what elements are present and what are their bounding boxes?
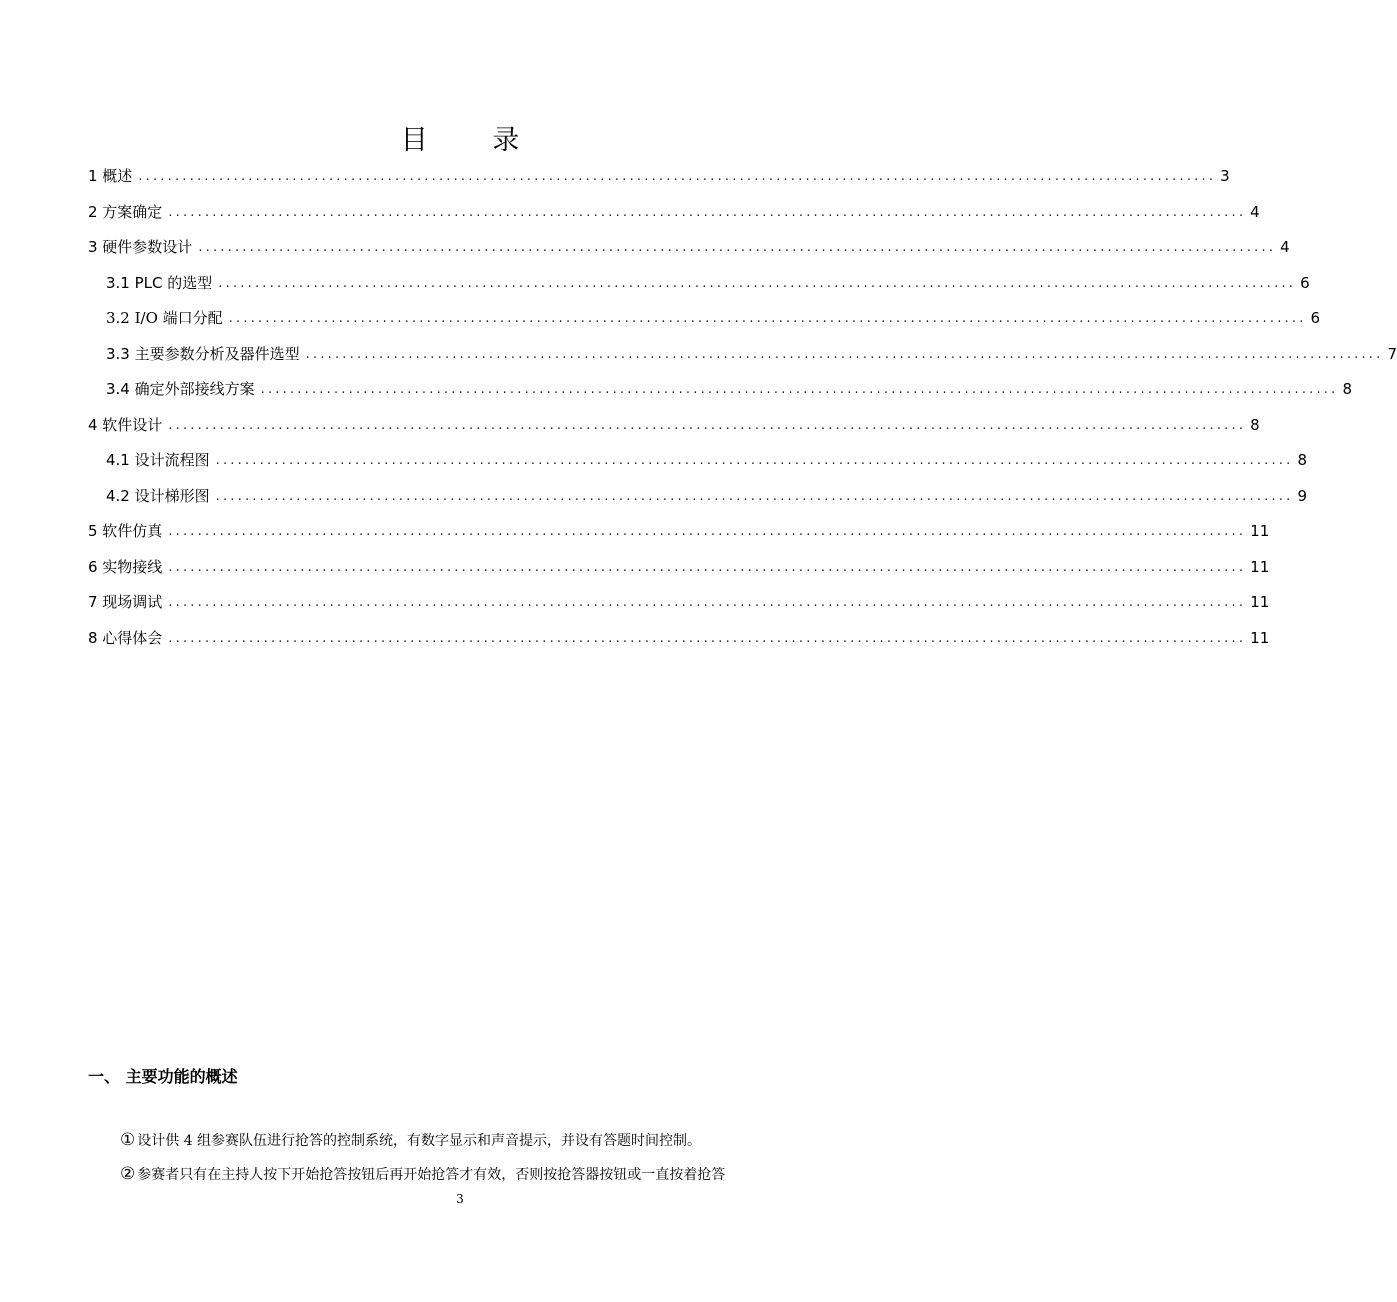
list-item: [120, 1130, 840, 1151]
toc-entry-page: 7: [1387, 344, 1397, 363]
toc-dot-leader: ...................................................................................................................................................: [168, 595, 1247, 610]
toc-entry-label: 3.4 确定外部接线方案: [106, 380, 255, 398]
toc-title: 目 录: [400, 125, 548, 156]
toc-dot-leader: ...................................................................................................................................................: [168, 524, 1247, 539]
list-item: [120, 1164, 840, 1185]
toc-entry[interactable]: [106, 269, 1310, 293]
toc-entry-page: 4: [1280, 238, 1290, 256]
toc-dot-leader: ...................................................................................................................................................: [198, 240, 1277, 255]
toc-dot-leader: ...................................................................................................................................................: [215, 453, 1294, 468]
toc-dot-leader: ...................................................................................................................................................: [138, 169, 1217, 184]
toc-dot-leader: ...................................................................................................................................................: [168, 417, 1247, 433]
toc-entry-page: 4: [1250, 202, 1260, 221]
toc-entry-page: 8: [1250, 415, 1260, 434]
toc-entry-label: 3.2 I/O 端口分配: [106, 309, 223, 327]
toc-entry-label: 4 软件设计: [88, 415, 163, 434]
section-heading: 一、 主要功能的概述: [88, 1067, 238, 1086]
toc-entry-page: 11: [1250, 593, 1270, 611]
toc-entry-page: 11: [1250, 522, 1270, 540]
toc-entry-label: 4.2 设计梯形图: [106, 486, 210, 505]
toc-dot-leader: ...................................................................................................................................................: [168, 559, 1247, 575]
list-item-text: 设计供 4 组参赛队伍进行抢答的控制系统，有数字显示和声音提示，并设有答题时间控制。: [137, 1133, 702, 1149]
list-item-text: 参赛者只有在主持人按下开始抢答按钮后再开始抢答才有效，否则按抢答器按钮或一直按着抢答: [137, 1167, 726, 1183]
toc-entry[interactable]: [88, 411, 1260, 435]
toc-entry-label: 7 现场调试: [88, 593, 163, 611]
toc-entry[interactable]: [106, 482, 1308, 506]
toc-entry-label: 3 硬件参数设计: [88, 238, 193, 256]
toc-entry-label: 3.3 主要参数分析及器件选型: [106, 344, 300, 363]
toc-entry-page: 8: [1342, 380, 1353, 398]
toc-entry-label: 6 实物接线: [88, 557, 163, 576]
toc-entry[interactable]: [88, 553, 1270, 577]
toc-entry-page: 6: [1310, 309, 1321, 327]
toc-entry[interactable]: [106, 340, 1397, 364]
toc-dot-leader: ...................................................................................................................................................: [218, 275, 1297, 291]
toc-entry[interactable]: [106, 446, 1308, 470]
toc-entry-page: 11: [1250, 557, 1270, 576]
toc-dot-leader: ...................................................................................................................................................: [168, 630, 1247, 646]
toc-dot-leader: ...................................................................................................................................................: [228, 311, 1307, 326]
page-number: 3: [456, 1192, 464, 1206]
toc-dot-leader: ...................................................................................................................................................: [168, 204, 1247, 220]
toc-dot-leader: ...................................................................................................................................................: [260, 382, 1339, 397]
toc-entry-label: 3.1 PLC 的选型: [106, 273, 213, 292]
toc-entry-label: 4.1 设计流程图: [106, 451, 210, 469]
toc-entry-page: 3: [1220, 167, 1230, 185]
toc-entry-label: 2 方案确定: [88, 202, 163, 221]
circled-number-marker: ①: [120, 1130, 136, 1150]
toc-dot-leader: ...................................................................................................................................................: [215, 488, 1294, 504]
toc-entry[interactable]: [88, 233, 1290, 257]
toc-entry[interactable]: [106, 375, 1353, 399]
toc-entry-page: 11: [1250, 628, 1270, 647]
toc-entry[interactable]: [106, 304, 1321, 328]
toc-entry[interactable]: [88, 162, 1230, 186]
toc-dot-leader: ...................................................................................................................................................: [305, 346, 1384, 362]
toc-entry-label: 1 概述: [88, 167, 133, 185]
toc-entry[interactable]: [88, 624, 1270, 648]
circled-number-marker: ②: [120, 1164, 136, 1184]
toc-entry[interactable]: [88, 588, 1270, 612]
toc-entry[interactable]: [88, 517, 1270, 541]
toc-entry-label: 5 软件仿真: [88, 522, 163, 540]
toc-entry-label: 8 心得体会: [88, 628, 163, 647]
toc-entry-page: 9: [1297, 486, 1308, 505]
toc-entry-page: 8: [1297, 451, 1308, 469]
toc-entry[interactable]: [88, 198, 1260, 222]
toc-entry-page: 6: [1300, 273, 1310, 292]
